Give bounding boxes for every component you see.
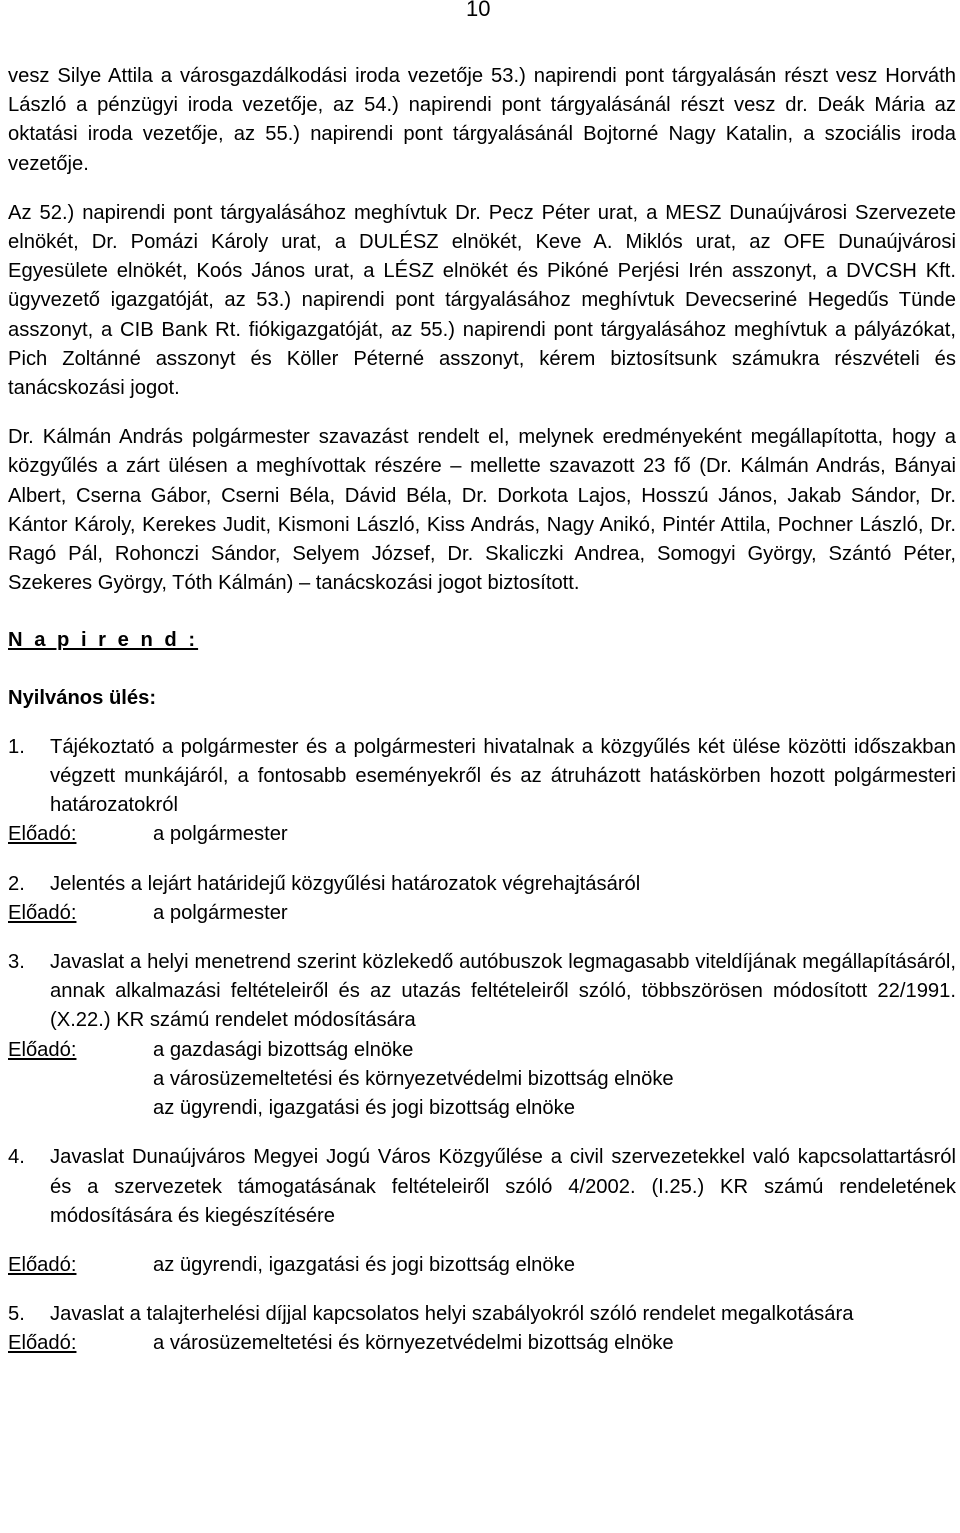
presenter-name: a gazdasági bizottság elnöke	[153, 1038, 414, 1061]
presenter-row	[8, 1329, 956, 1358]
agenda-item-number: 1.	[8, 735, 25, 758]
page-number: 10	[466, 0, 491, 21]
presenter-name: az ügyrendi, igazgatási és jogi bizottság elnöke	[153, 1253, 575, 1276]
agenda-item	[8, 1143, 956, 1280]
agenda-item-number: 5.	[8, 1303, 25, 1326]
agenda-item-text: Jelentés a lejárt határidejű közgyűlési határozatok végrehajtásáról	[50, 872, 641, 895]
intro-paragraph: vesz Silye Attila a városgazdálkodási iroda vezetője 53.) napirendi pont tárgyalásán részt vesz Horváth László a pénzügyi iroda vezetője, az 54.) napirendi pont tárgyalásánál részt vesz dr. Deák Mária az oktatási iroda vezetője, az 55.) napirendi pont tárgyalásánál Bojtorné Nagy Katalin, a szociális iroda vezetője.	[8, 65, 956, 175]
agenda-item	[8, 1300, 956, 1358]
agenda-item	[8, 948, 956, 1123]
session-heading: Nyilvános ülés:	[8, 686, 157, 709]
presenter-name: a polgármester	[153, 823, 288, 846]
agenda-item-number: 2.	[8, 872, 25, 895]
presenter-label: Előadó:	[8, 1253, 77, 1276]
document-body	[8, 62, 956, 1359]
presenter-name: a városüzemeltetési és környezetvédelmi bizottság elnöke	[153, 1332, 674, 1355]
presenter-row	[8, 820, 956, 849]
agenda-item-text: Javaslat a helyi menetrend szerint közlekedő autóbuszok legmagasabb viteldíjának megállapításáról, annak alkalmazási feltételeiről és az utazás feltételeiről szóló, többszörösen módosított 22/1991. (X.22.) KR számú rendelet módosítására	[50, 951, 956, 1032]
agenda-item-number: 3.	[8, 951, 25, 974]
presenter-name: a polgármester	[153, 901, 288, 924]
agenda-item-text: Tájékoztató a polgármester és a polgármesteri hivatalnak a közgyűlés két ülése közötti időszakban végzett munkájáról, a fontosabb eseményekről és az átruházott hatáskörben hozott polgármesteri határozatokról	[50, 735, 956, 817]
presenter-name: a városüzemeltetési és környezetvédelmi bizottság elnöke	[153, 1067, 674, 1090]
presenter-label: Előadó:	[8, 1038, 77, 1061]
intro-paragraph: Dr. Kálmán András polgármester szavazást rendelt el, melynek eredményeként megállapította, hogy a közgyűlés a zárt ülésen a meghívottak részére – mellette szavazott 23 fő (Dr. Kálmán András, Bányai Albert, Cserna Gábor, Cserni Béla, Dávid Béla, Dr. Dorkota Lajos, Hosszú János, Jakab Sándor, Dr. Kántor Károly, Kerekes Judit, Kismoni László, Kiss András, Nagy Anikó, Pintér Attila, Pochner László, Dr. Ragó Pál, Rohonczi Sándor, Selyem József, Dr. Skaliczki Andrea, Somogyi György, Szántó Péter, Szekeres György, Tóth Kálmán) – tanácskozási jogot biztosított.	[8, 426, 956, 595]
agenda-item	[8, 733, 956, 850]
agenda-heading: N a p i r e n d :	[8, 629, 199, 652]
presenter-label: Előadó:	[8, 823, 77, 846]
presenter-name: az ügyrendi, igazgatási és jogi bizottság elnöke	[153, 1097, 575, 1120]
presenter-label: Előadó:	[8, 1332, 77, 1355]
presenter-row	[8, 1036, 956, 1124]
agenda-item-text: Javaslat Dunaújváros Megyei Jogú Város Közgyűlése a civil szervezetekkel való kapcsolattartásról és a szervezetek támogatásának feltételeiről szóló 4/2002. (I.25.) KR számú rendeletének módosítására és kiegészítésére	[50, 1146, 956, 1227]
presenter-row	[8, 899, 956, 928]
agenda-item-number: 4.	[8, 1146, 25, 1169]
intro-paragraph: Az 52.) napirendi pont tárgyalásához meghívtuk Dr. Pecz Péter urat, a MESZ Dunaújvárosi Szervezete elnökét, Dr. Pomázi Károly urat, a DULÉSZ elnökét, Keve A. Miklós urat, az OFE Dunaújvárosi Egyesülete elnökét, Koós János urat, a LÉSZ elnökét és Pikóné Perjési Irén asszonyt, a DVCSH Kft. ügyvezető igazgatóját, az 53.) napirendi pont tárgyalásához meghívtuk Devecseriné Hegedűs Tünde asszonyt, a CIB Bank Rt. fiókigazgatóját, az 55.) napirendi pont tárgyalásához meghívtuk a pályázókat, Pich Zoltánné asszonyt és Köller Péterné asszonyt, kérem biztosítsunk számukra részvételi és tanácskozási jogot.	[8, 201, 956, 400]
agenda-item	[8, 870, 956, 928]
agenda-item-text: Javaslat a talajterhelési díjjal kapcsolatos helyi szabályokról szóló rendelet megalkotására	[50, 1303, 854, 1326]
presenter-label: Előadó:	[8, 901, 77, 924]
presenter-row	[8, 1251, 956, 1280]
